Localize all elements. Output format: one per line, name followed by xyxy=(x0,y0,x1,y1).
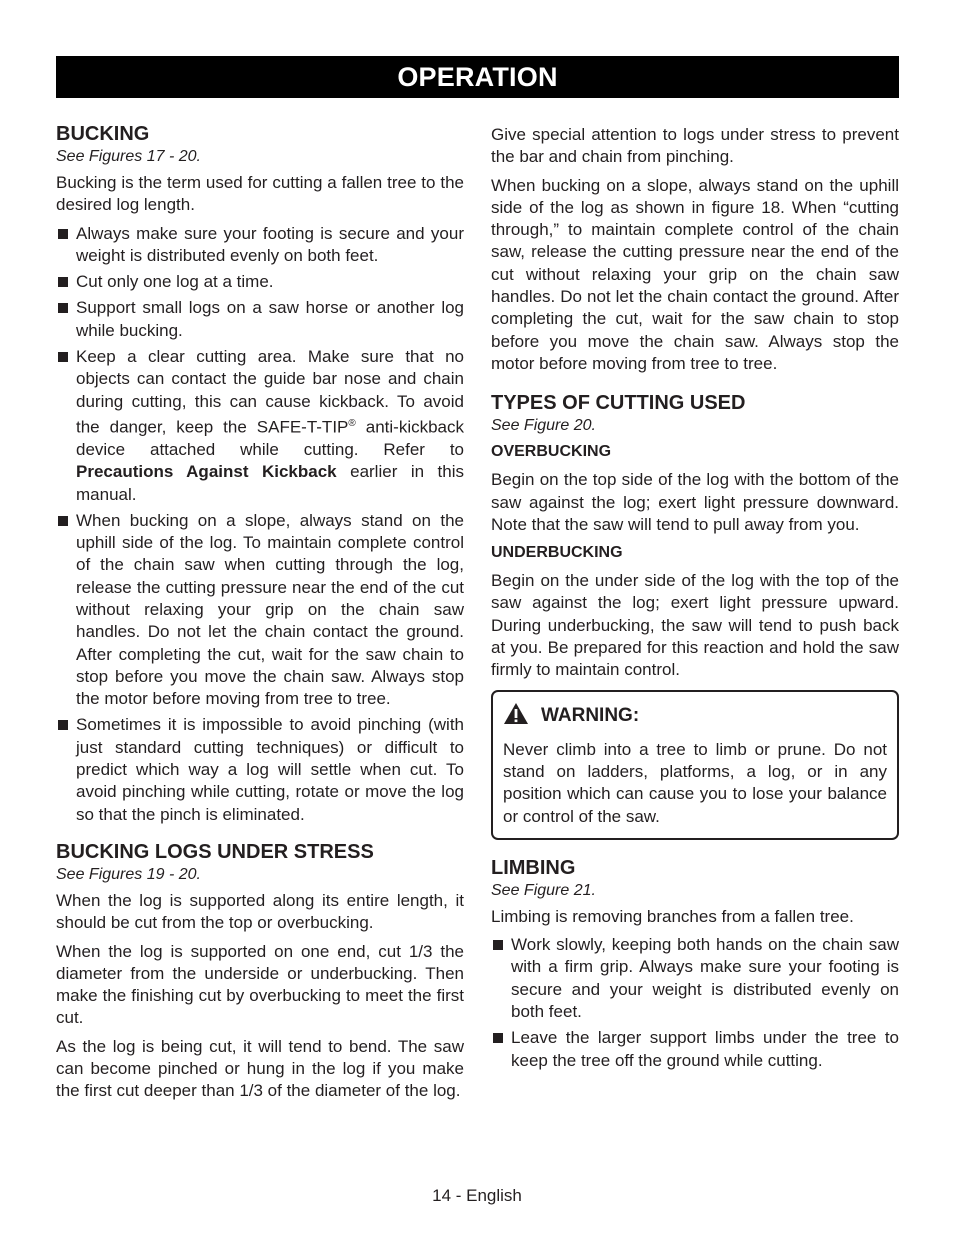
warning-header xyxy=(503,702,887,731)
stress-paragraph-3: As the log is being cut, it will tend to bend. The saw can become pinched or hung in the log if you make the first cut deeper than 1/3 of the diameter of the log. xyxy=(56,1036,464,1101)
bucking-heading: BUCKING xyxy=(56,123,150,145)
stress-attention-paragraph: Give special attention to logs under stress to prevent the bar and chain from pinching. xyxy=(491,125,899,167)
section-banner: OPERATION xyxy=(56,56,899,98)
types-heading: TYPES OF CUTTING USED xyxy=(491,392,746,415)
stress-figure-ref: See Figures 19 - 20. xyxy=(56,865,201,883)
list-item: When bucking on a slope, always stand on the uphill side of the log. To maintain complete control of the chain saw when cutting through the log, release the cutting pressure near the end of the cut without relaxing your grip on the chain saw handles. Do not let the chain contact the ground. After completing the cut, wait for the saw chain to stop before you move the chain saw. Always stop the motor before moving from tree to tree. xyxy=(56,510,464,711)
list-item: Cut only one log at a time. xyxy=(56,271,464,293)
left-column xyxy=(56,122,464,1109)
list-item: Sometimes it is impossible to avoid pinching (with just standard cutting techniques) or difficult to predict which way a log will settle when cut. To avoid pinching while cutting, rotate or move the log so that the pinch is eliminated. xyxy=(56,714,464,825)
warning-triangle-icon xyxy=(503,702,541,731)
limbing-heading: LIMBING xyxy=(491,856,576,879)
stress-paragraph-1: When the log is supported along its entire length, it should be cut from the top or overbucking. xyxy=(56,890,464,933)
kickback-text-3: earlier in this manual. xyxy=(76,462,464,504)
bucking-list xyxy=(56,223,464,826)
registered-mark: ® xyxy=(348,417,356,429)
warning-title: WARNING: xyxy=(541,705,640,727)
kickback-text-1: Keep a clear cutting area. Make sure that no objects can contact the guide bar nose and chain during cutting, this can cause kickback. To avoid the danger, keep the SAFE-T-TIP xyxy=(76,347,464,437)
warning-text: Never climb into a tree to limb or prune. Do not stand on ladders, platforms, a log, or in any position which can cause you to lose your balance or control of the saw. xyxy=(503,739,887,826)
underbucking-heading: UNDERBUCKING xyxy=(491,544,623,562)
bucking-figure-ref: See Figures 17 - 20. xyxy=(56,148,201,165)
limbing-list xyxy=(491,934,899,1072)
right-column xyxy=(491,124,899,1076)
list-item: Leave the larger support limbs under the tree to keep the tree off the ground while cutting. xyxy=(491,1027,899,1072)
warning-box xyxy=(491,690,899,840)
list-item: Support small logs on a saw horse or another log while bucking. xyxy=(56,297,464,342)
stress-paragraph-2: When the log is supported on one end, cut 1/3 the diameter from the underside or underbucking. Then make the finishing cut by overbucking to meet the first cut. xyxy=(56,941,464,1028)
stress-heading: BUCKING LOGS UNDER STRESS xyxy=(56,840,374,863)
limbing-figure-ref: See Figure 21. xyxy=(491,881,596,899)
kickback-reference: Precautions Against Kickback xyxy=(76,462,337,482)
types-figure-ref: See Figure 20. xyxy=(491,417,596,435)
list-item: Work slowly, keeping both hands on the chain saw with a firm grip. Always make sure your footing is secure and your weight is distributed evenly on both feet. xyxy=(491,934,899,1023)
slope-paragraph: When bucking on a slope, always stand on the uphill side of the log as shown in figure 18. When “cutting through,” to maintain complete control of the chain saw, release the cutting pressure near the end of the cut without relaxing your grip on the chain saw handles. Do not let the chain contact the ground. After completing the cut, wait for the saw chain to stop before you move the chain saw. Always stop the motor before moving from tree to tree. xyxy=(491,175,899,373)
list-item-kickback xyxy=(56,346,464,506)
kickback-text-2: anti-kickback device attached while cutting. Refer to xyxy=(76,417,465,459)
list-item: Always make sure your footing is secure and your weight is distributed evenly on both feet. xyxy=(56,223,464,268)
page-footer: 14 - English xyxy=(432,1186,522,1205)
overbucking-heading: OVERBUCKING xyxy=(491,443,612,461)
overbucking-text: Begin on the top side of the log with the bottom of the saw against the log; exert light pressure downward. Note that the saw will tend to pull away from you. xyxy=(491,470,899,534)
underbucking-text: Begin on the under side of the log with the top of the saw against the log; exert light pressure upward. During underbucking, the saw will tend to push back at you. Be prepared for this reaction and hold the saw firmly to maintain control. xyxy=(491,571,899,680)
limbing-intro: Limbing is removing branches from a fallen tree. xyxy=(491,906,854,926)
bucking-intro: Bucking is the term used for cutting a fallen tree to the desired log length. xyxy=(56,173,464,215)
